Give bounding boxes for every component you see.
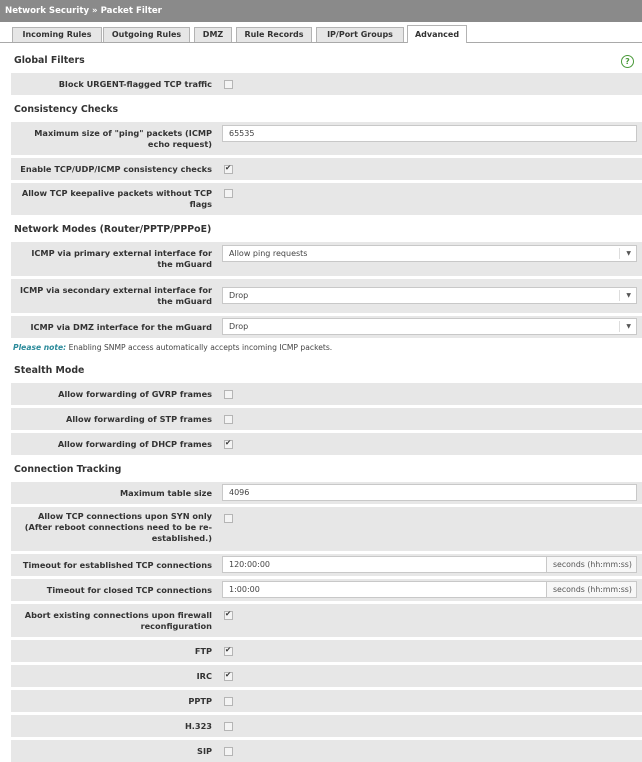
- gvrp-checkbox[interactable]: [224, 390, 233, 399]
- field-label: SIP: [11, 740, 219, 762]
- block-urgent-checkbox[interactable]: [224, 80, 233, 89]
- selected-value: Drop: [229, 322, 249, 331]
- section-consistency: Consistency Checks: [14, 104, 119, 115]
- chevron-down-icon: ▼: [626, 323, 631, 330]
- row-abort-existing: [11, 604, 642, 637]
- icmp-primary-select[interactable]: [222, 245, 637, 262]
- row-icmp-secondary: [11, 279, 642, 313]
- enable-consistency-checkbox[interactable]: [224, 165, 233, 174]
- select-divider: [619, 248, 620, 259]
- row-enable-consistency: [11, 158, 642, 180]
- row-allow-keepalive: [11, 183, 642, 215]
- snmp-note: [13, 341, 642, 359]
- syn-only-checkbox[interactable]: [224, 514, 233, 523]
- help-icon[interactable]: ?: [621, 55, 634, 68]
- sip-checkbox[interactable]: [224, 747, 233, 756]
- field-label: ICMP via DMZ interface for the mGuard: [11, 316, 219, 338]
- allow-keepalive-checkbox[interactable]: [224, 189, 233, 198]
- irc-checkbox[interactable]: [224, 672, 233, 681]
- field-label: ICMP via secondary external interface for the mGuard: [11, 279, 219, 313]
- row-block-urgent: [11, 73, 642, 95]
- row-timeout-established: [11, 554, 642, 576]
- field-label: Maximum size of "ping" packets (ICMP echo request): [11, 122, 219, 155]
- breadcrumb: Network Security » Packet Filter: [0, 0, 642, 22]
- note-prefix: Please note:: [13, 343, 67, 352]
- field-label: Abort existing connections upon firewall reconfiguration: [11, 604, 219, 637]
- row-irc: [11, 665, 642, 687]
- icmp-dmz-select[interactable]: [222, 318, 637, 335]
- field-label: ICMP via primary external interface for the mGuard: [11, 242, 219, 276]
- select-divider: [619, 321, 620, 332]
- field-label: Allow TCP connections upon SYN only (After reboot connections need to be re-established.): [11, 507, 219, 551]
- pptp-checkbox[interactable]: [224, 697, 233, 706]
- tab-advanced[interactable]: Advanced: [407, 25, 467, 43]
- ping-size-input[interactable]: 65535: [222, 125, 637, 142]
- tab-rule-records[interactable]: Rule Records: [236, 27, 312, 42]
- row-h323: [11, 715, 642, 737]
- row-dhcp: [11, 433, 642, 455]
- timeout-established-unit: seconds (hh:mm:ss): [546, 556, 637, 573]
- chevron-down-icon: ▼: [626, 250, 631, 257]
- timeout-established-input[interactable]: 120:00:00: [222, 556, 547, 573]
- ftp-checkbox[interactable]: [224, 647, 233, 656]
- field-label: Maximum table size: [11, 482, 219, 504]
- stp-checkbox[interactable]: [224, 415, 233, 424]
- field-label: H.323: [11, 715, 219, 737]
- tab-incoming-rules[interactable]: Incoming Rules: [12, 27, 102, 42]
- row-syn-only: [11, 507, 642, 551]
- section-stealth: Stealth Mode: [14, 365, 85, 376]
- icmp-secondary-select[interactable]: [222, 287, 637, 304]
- field-label: Block URGENT-flagged TCP traffic: [11, 73, 219, 95]
- section-title: Global Filters: [14, 55, 85, 66]
- field-label: Allow TCP keepalive packets without TCP flags: [11, 183, 219, 215]
- row-max-table: [11, 482, 642, 504]
- field-label: FTP: [11, 640, 219, 662]
- field-label: Allow forwarding of GVRP frames: [11, 383, 219, 405]
- field-label: Allow forwarding of DHCP frames: [11, 433, 219, 455]
- tab-outgoing-rules[interactable]: Outgoing Rules: [103, 27, 190, 42]
- field-label: Timeout for closed TCP connections: [11, 579, 219, 601]
- section-global-filters: [0, 49, 642, 73]
- row-ping-size: [11, 122, 642, 155]
- tab-bar: [0, 22, 642, 43]
- select-divider: [619, 290, 620, 301]
- tab-dmz[interactable]: DMZ: [194, 27, 232, 42]
- section-conn-tracking: Connection Tracking: [14, 464, 122, 475]
- row-stp: [11, 408, 642, 430]
- field-label: Enable TCP/UDP/ICMP consistency checks: [11, 158, 219, 180]
- field-label: PPTP: [11, 690, 219, 712]
- selected-value: Allow ping requests: [229, 249, 308, 258]
- chevron-down-icon: ▼: [626, 292, 631, 299]
- row-icmp-dmz: [11, 316, 642, 338]
- section-network-modes: Network Modes (Router/PPTP/PPPoE): [14, 224, 212, 235]
- row-timeout-closed: [11, 579, 642, 601]
- tab-ip-port-groups[interactable]: IP/Port Groups: [316, 27, 404, 42]
- max-table-input[interactable]: 4096: [222, 484, 637, 501]
- timeout-closed-input[interactable]: 1:00:00: [222, 581, 547, 598]
- field-label: IRC: [11, 665, 219, 687]
- abort-existing-checkbox[interactable]: [224, 611, 233, 620]
- row-ftp: [11, 640, 642, 662]
- h323-checkbox[interactable]: [224, 722, 233, 731]
- row-icmp-primary: [11, 242, 642, 276]
- row-pptp: [11, 690, 642, 712]
- selected-value: Drop: [229, 291, 249, 300]
- note-text: Enabling SNMP access automatically accepts incoming ICMP packets.: [66, 343, 333, 352]
- row-sip: [11, 740, 642, 762]
- timeout-closed-unit: seconds (hh:mm:ss): [546, 581, 637, 598]
- dhcp-checkbox[interactable]: [224, 440, 233, 449]
- row-gvrp: [11, 383, 642, 405]
- field-label: Allow forwarding of STP frames: [11, 408, 219, 430]
- field-label: Timeout for established TCP connections: [11, 554, 219, 576]
